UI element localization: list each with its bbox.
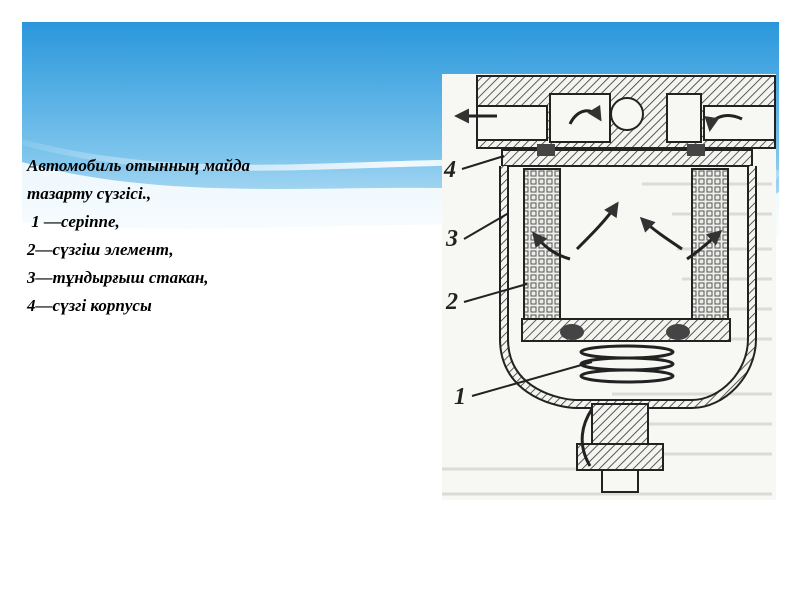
filter-housing	[477, 76, 775, 166]
drain-plug	[577, 404, 663, 492]
label-2-filter-element: 2	[446, 289, 458, 315]
filter-element	[522, 169, 730, 341]
diagram-caption	[27, 152, 407, 320]
caption-item-filter-element: 2—сүзгіш элемент,	[27, 240, 174, 259]
caption-item-settling-cup: 3—тұндырғыш стакан,	[27, 268, 209, 287]
caption-item-spring: 1 —серіппе,	[27, 212, 120, 231]
spring	[581, 346, 673, 382]
caption-title-line-1: Автомобиль отынның майда	[27, 156, 251, 175]
caption-item-filter-housing: 4—сүзгі корпусы	[27, 296, 152, 315]
label-4-filter-housing: 4	[444, 157, 456, 183]
caption-title-line-2: тазарту сүзгісі.,	[27, 184, 152, 203]
label-1-spring: 1	[454, 384, 466, 410]
fuel-filter-diagram	[442, 74, 776, 500]
label-3-settling-cup: 3	[446, 226, 458, 252]
